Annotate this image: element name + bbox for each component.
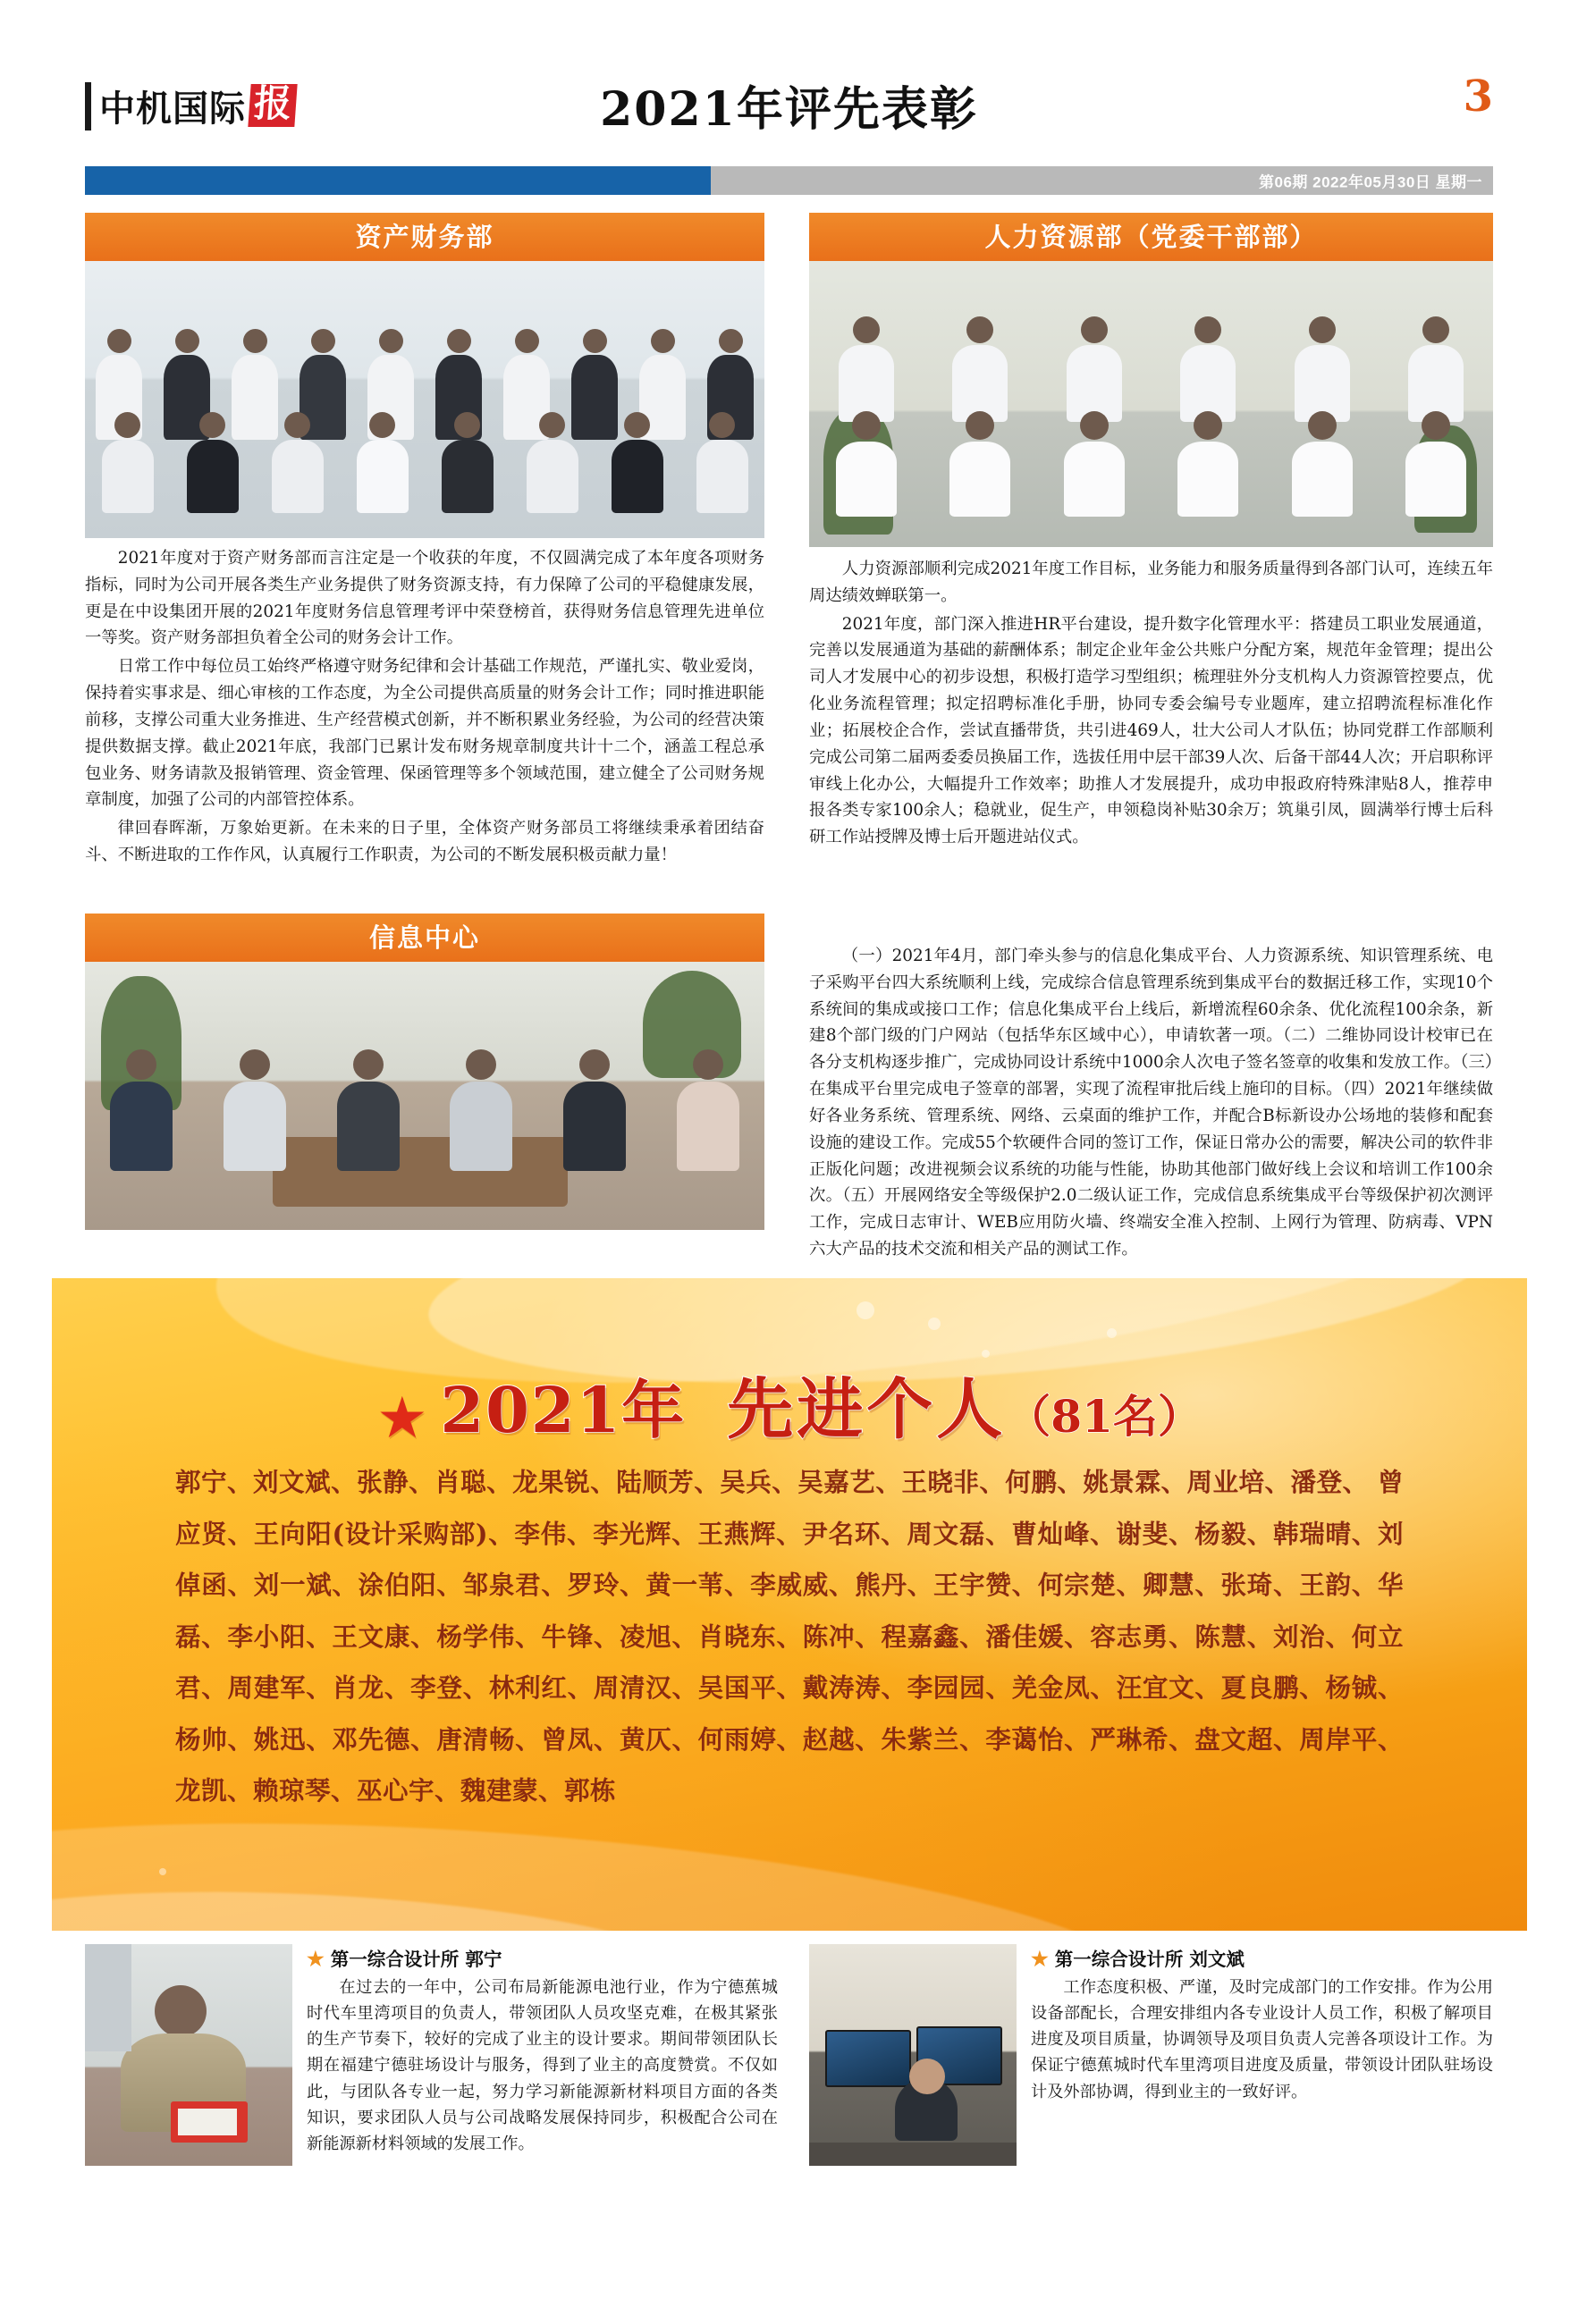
finance-department-group-photo bbox=[85, 261, 764, 538]
hr-paragraph: 人力资源部顺利完成2021年度工作目标，业务能力和服务质量得到各部门认可，连续五年周达绩效蝉联第一。 bbox=[809, 560, 1493, 605]
testimonial-card bbox=[85, 1944, 778, 2166]
honor-board bbox=[52, 1278, 1527, 1931]
info-center-paragraph: （一）2021年4月，部门牵头参与的信息化集成平台、人力资源系统、知识管理系统、电子采购平台四大系统顺利上线，完成综合信息管理系统到集成平台的数据迁移工作，实现10个系统间的集成或接口工作；信息化集成平台上线后，新增流程60余条、优化流程100余条，新建8个部门级的门户网站（包括华东区域中心），申请软著一项。（二）二维协同设计校审已在各分支机构逐步推广，完成协同设计系统中1000余人次电子签名签章的收集和发放工作。（三）在集成平台里完成电子签章的部署，实现了流程审批后线上施印的目标。（四）2021年继续做好各业务系统、管理系统、网络、云桌面的维护工作，并配合B标新设办公场地的装修和配套设施的建设工作。完成55个软硬件合同的签订工作，保证日常办公的需要，解决公司的软件非正版化问题；改进视频会议系统的功能与性能，协助其他部门做好线上会议和培训工作100余次。（五）开展网络安全等级保护2.0二级认证工作，完成信息系统集成平台等级保护初次测评工作，完成日志审计、WEB应用防火墙、终端安全准入控制、上网行为管理、防病毒、VPN六大产品的技术交流和相关产品的测试工作。 bbox=[809, 947, 1493, 1259]
honor-category: 先进个人 bbox=[727, 1371, 1007, 1448]
honor-year: 2021年 bbox=[440, 1373, 687, 1447]
info-center-text-block bbox=[809, 943, 1493, 1265]
testimonial-name: 第一综合设计所 刘文斌 bbox=[1054, 1949, 1245, 1970]
finance-banner: 资产财务部 bbox=[85, 213, 764, 261]
testimonial-heading bbox=[1031, 1944, 1493, 1971]
logo-badge: 报 bbox=[248, 84, 297, 127]
section-information-center bbox=[85, 914, 764, 1230]
hr-department-group-photo bbox=[809, 261, 1493, 547]
hr-banner: 人力资源部（党委干部部） bbox=[809, 213, 1493, 261]
issue-line: 第06期 2022年05月30日 星期一 bbox=[1259, 173, 1482, 191]
section-hr bbox=[809, 213, 1493, 853]
information-center-team-photo bbox=[85, 962, 764, 1230]
testimonial-text: 在过去的一年中，公司布局新能源电池行业，作为宁德蕉城时代车里湾项目的负责人，带领团队人员攻坚克难，在极其紧张的生产节奏下，较好的完成了业主的设计要求。期间带领团队长期在福建宁德驻场设计与服务，得到了业主的高度赞赏。不仅如此，与团队各专业一起，努力学习新能源新材料项目方面的各类知识，要求团队人员与公司战略发展保持同步，积极配合公司在新能源新材料领域的发展工作。 bbox=[307, 1978, 778, 2153]
honor-decor-dot bbox=[1107, 1328, 1117, 1338]
star-icon: ★ bbox=[376, 1385, 428, 1450]
header-rule-gray bbox=[711, 166, 1493, 195]
testimonial-text: 工作态度积极、严谨，及时完成部门的工作安排。作为公用设备部配长，合理安排组内各专业设计人员工作，积极了解项目进度及项目质量，协调领导及项目负责人完善各项设计工作。为保证宁德蕉城时代车里湾项目进度及质量，带领设计团队驻场设计及外部协调，得到业主的一致好评。 bbox=[1031, 1978, 1493, 2101]
honor-name-list: 郭宁、刘文斌、张静、肖聪、龙果锐、陆顺芳、吴兵、吴嘉艺、王晓非、何鹏、姚景霖、周业培、潘登、 曾应贤、王向阳(设计采购部)、李伟、李光辉、王燕辉、尹名环、周文磊、曹灿峰、谢斐、杨毅、韩瑞晴、刘倬函、刘一斌、涂伯阳、邹泉君、罗玲、黄一苇、李威威、熊丹、王宇赞、何宗楚、卿慧、张琦、王韵、华磊、李小阳、王文康、杨学伟、牛锋、凌旭、肖晓东、陈冲、程嘉鑫、潘佳媛、容志勇、陈慧、刘治、何立君、周建军、肖龙、李登、林利红、周清汉、吴国平、戴涛涛、李园园、羌金凤、汪宜文、夏良鹏、杨铖、杨帅、姚迅、邓先德、唐清畅、曾凤、黄仄、何雨婷、赵越、朱紫兰、李蔼怡、严琳希、盘文超、周岸平、龙凯、赖琼琴、巫心宇、魏建蒙、郭栋 bbox=[175, 1467, 1404, 1806]
page-title: 2021年评先表彰 bbox=[600, 82, 978, 137]
finance-paragraph: 2021年度对于资产财务部而言注定是一个收获的年度，不仅圆满完成了本年度各项财务指标，同时为公司开展各类生产业务提供了财务资源支持，有力保障了公司的平稳健康发展，更是在中设集团开展的2021年度财务信息管理考评中荣登榜首，获得财务信息管理先进单位一等奖。资产财务部担负着全公司的财务会计工作。 bbox=[85, 549, 764, 648]
section-finance bbox=[85, 213, 764, 871]
testimonial-name: 第一综合设计所 郭宁 bbox=[330, 1949, 502, 1970]
testimonial-photo-liuwenbin bbox=[809, 1944, 1017, 2166]
testimonial-heading bbox=[307, 1944, 778, 1971]
star-icon: ★ bbox=[1031, 1948, 1049, 1971]
testimonial-card bbox=[809, 1944, 1493, 2166]
honor-decor-dot bbox=[857, 1301, 874, 1319]
honor-decor-dot bbox=[928, 1318, 941, 1330]
honor-count: （81名） bbox=[1006, 1390, 1202, 1443]
finance-paragraph: 日常工作中每位员工始终严格遵守财务纪律和会计基础工作规范，严谨扎实、敬业爱岗，保持着实事求是、细心审核的工作态度，为全公司提供高质量的财务会计工作；同时推进职能前移，支撑公司重大业务推进、生产经营模式创新，并不断积累业务经验，为公司的经营决策提供数据支撑。截止2021年底，我部门已累计发布财务规章制度共计十二个，涵盖工程总承包业务、财务请款及报销管理、资金管理、保函管理等多个领域范围，建立健全了公司财务规章制度，加强了公司的内部管控体系。 bbox=[85, 657, 764, 810]
info-center-banner: 信息中心 bbox=[85, 914, 764, 962]
honor-decor-dot bbox=[159, 1868, 166, 1875]
page-number: 3 bbox=[1463, 72, 1493, 122]
header-rule bbox=[85, 166, 1493, 195]
honor-board-title bbox=[52, 1357, 1527, 1452]
logo-text: 中机国际 bbox=[99, 88, 246, 130]
finance-paragraph: 律回春晖渐，万象始更新。在未来的日子里，全体资产财务部员工将继续秉承着团结奋斗、不断进取的工作作风，认真履行工作职责，为公司的不断发展积极贡献力量！ bbox=[85, 819, 764, 864]
masthead bbox=[85, 72, 1493, 170]
testimonial-photo-guoning bbox=[85, 1944, 292, 2166]
hr-paragraph: 2021年度，部门深入推进HR平台建设，提升数字化管理水平：搭建员工职业发展通道，完善以发展通道为基础的薪酬体系；制定企业年金公共账户分配方案，规范年金管理；提出公司人才发展中心的初步设想，积极打造学习型组织；梳理驻外分支机构人力资源管控要点，优化业务流程管理；拟定招聘标准化手册，协同专委会编号专业题库，建立招聘流程标准化作业；拓展校企合作，尝试直播带货，共引进469人，壮大公司人才队伍；协同党群工作部顺利完成公司第二届两委委员换届工作，选拔任用中层干部39人次、后备干部44人次；开启职称评审线上化办公，大幅提升工作效率；助推人才发展提升，成功申报政府特殊津贴8人，推荐申报各类专家100余人；稳就业，促生产，申领稳岗补贴30余万；筑巢引凤，圆满举行博士后科研工作站授牌及博士后开题进站仪式。 bbox=[809, 614, 1493, 847]
star-icon: ★ bbox=[307, 1948, 325, 1971]
header-rule-blue bbox=[85, 166, 711, 195]
